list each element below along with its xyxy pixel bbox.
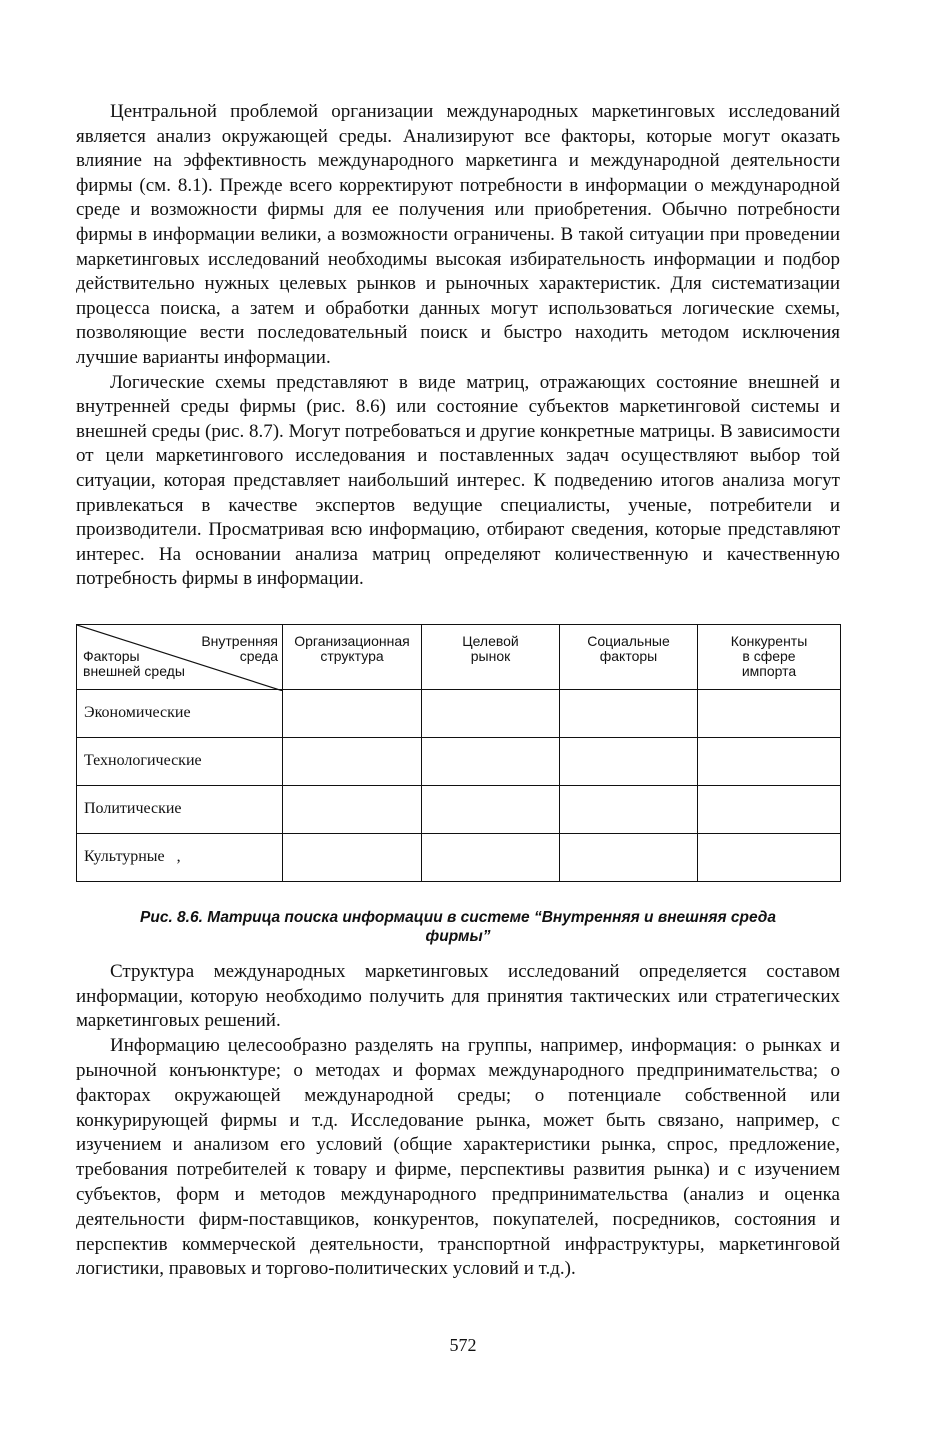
table-row — [77, 737, 841, 785]
column-header-label: Конкуренты в сфере импорта — [730, 632, 808, 679]
table-cell — [698, 833, 841, 881]
paragraph-2: Логические схемы представляют в виде матриц, отражающих состояние внешней и внутренней среды фирмы (рис. 8.6) или состояние субъектов маркетинговой системы и внешней среды (рис. 8.7). Могут потребоваться и другие конкретные матрицы. В зависимости от цели маркетингового исследования и поставленных задач осуществляют выбор той ситуации, которая представляет наибольший интерес. К подведению итогов анализа могут привлекаться в качестве экспертов ведущие специалисты, ученые, потребители и производители. Просматривая всю информацию, отбирают сведения, которые представляют интерес. На основании анализа матриц определяют количественную и качественную потребность фирмы в информации. — [76, 371, 840, 590]
corner-label-internal: Внутренняя среда — [201, 632, 278, 664]
matrix-corner-cell — [77, 624, 283, 689]
table-cell — [422, 689, 560, 737]
table-cell — [698, 737, 841, 785]
column-header-label: Социальные факторы — [587, 632, 670, 664]
table-cell — [560, 785, 698, 833]
column-header — [283, 624, 422, 689]
column-header — [422, 624, 560, 689]
corner-label-external: Факторы внешней среды — [83, 647, 185, 679]
table-row — [77, 689, 841, 737]
matrix-header-row — [77, 624, 841, 689]
column-header — [698, 624, 841, 689]
table-cell — [283, 737, 422, 785]
column-header — [560, 624, 698, 689]
page-content — [76, 100, 840, 1282]
paragraph-1: Центральной проблемой организации международных маркетинговых исследований является анализ окружающей среды. Анализируют все факторы, которые могут оказать влияние на эффективность международного маркетинга и международной деятельности фирмы (см. 8.1). Прежде всего корректируют потребности в информации о международной среде и возможности фирмы для ее получения или приобретения. Обычно потребности фирмы в информации велики, а возможности ограничены. В такой ситуации при проведении маркетинговых исследований необходимы высокая избирательность информации и подбор действительно нужных целевых рынков и рыночных характеристик. Для систематизации процесса поиска, а затем и обработки данных могут использоваться логические схемы, позволяющие вести последовательный поиск и быстро находить методом исключения лучшие варианты информации. — [76, 101, 840, 368]
row-label: Культурные , — [77, 833, 283, 881]
table-row — [77, 785, 841, 833]
row-label: Политические — [77, 785, 283, 833]
paragraph-4: Информацию целесообразно разделять на группы, например, информация: о рынках и рыночной конъюнктуре; о методах и формах международного предпринимательства; о факторах окружающей международной среды; о потенциале собственной или конкурирующей фирмы и т.д. Исследование рынка, может быть связано, например, с изучением и анализом его условий (общие характеристики рынка, спрос, предложение, требования потребителей к товару и фирме, перспективы развития рынка) и с изучением субъектов, форм и методов международного предпринимательства (анализ и оценка деятельности фирм-поставщиков, конкурентов, покупателей, посредников, состояния и перспектив коммерческой деятельности, транспортной инфраструктуры, маркетинговой логистики, правовых и торгово-политических условий и т.д.). — [76, 1035, 840, 1280]
table-cell — [560, 737, 698, 785]
table-cell — [422, 785, 560, 833]
table-cell — [283, 833, 422, 881]
text-after-figure — [76, 960, 840, 1282]
table-cell — [422, 833, 560, 881]
figure-caption: Рис. 8.6. Матрица поиска информации в системе “Внутренняя и внешняя среда фирмы” — [140, 908, 776, 945]
table-cell — [698, 689, 841, 737]
table-cell — [422, 737, 560, 785]
page-number: 572 — [449, 1335, 477, 1355]
table-cell — [283, 785, 422, 833]
row-label: Экономические — [77, 689, 283, 737]
table-row — [77, 833, 841, 881]
column-header-label: Целевой рынок — [462, 632, 519, 664]
matrix-figure — [76, 624, 840, 882]
table-cell — [698, 785, 841, 833]
table-cell — [560, 833, 698, 881]
table-cell — [560, 689, 698, 737]
column-header-label: Организационная структура — [294, 632, 410, 664]
information-search-matrix — [76, 624, 841, 882]
table-cell — [283, 689, 422, 737]
paragraph-3: Структура международных маркетинговых исследований определяется составом информации, которую необходимо получить для принятия тактических или стратегических маркетинговых решений. — [76, 960, 840, 1032]
row-label: Технологические — [77, 737, 283, 785]
